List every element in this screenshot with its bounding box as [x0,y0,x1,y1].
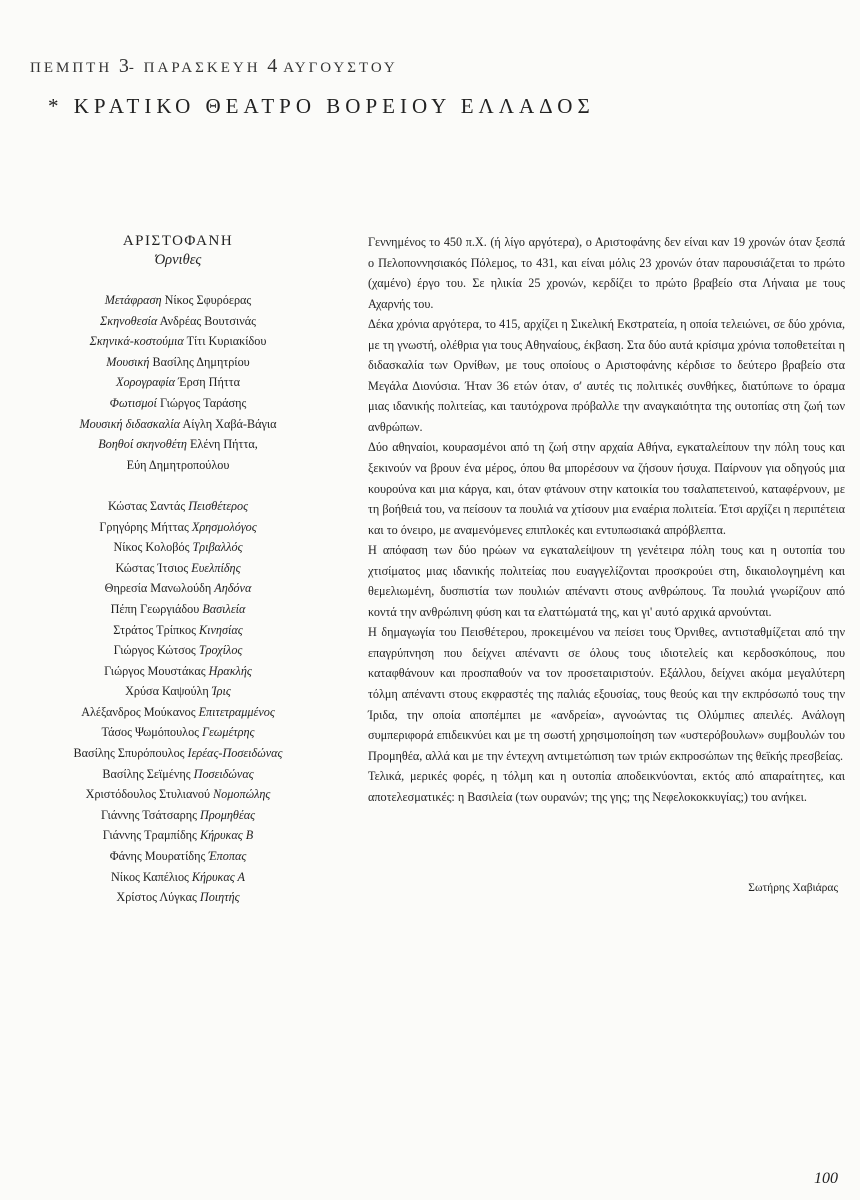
actor-name: Γιάννης Τσάτσαρης [100,807,197,822]
actor-name: Βασίλης Σπυρόπουλος [73,746,185,761]
crew-item [14,311,342,332]
character-name: Χρησμολόγος [191,519,257,534]
date-day1: ΠΕΜΠΤΗ [30,60,113,76]
character-name: Τριβαλλός [192,540,243,555]
venue-title: * ΚΡΑΤΙΚΟ ΘΕΑΤΡΟ ΒΟΡΕΙΟΥ ΕΛΛΑΔΟΣ [48,94,595,118]
character-name: Επιτετραμμένος [198,704,275,719]
crew-role: Μετάφραση [104,293,162,307]
crew-role: Μουσική [106,354,150,369]
crew-role: Μουσική διδασκαλία [79,416,181,431]
actor-name: Γιώργος Μουστάκας [104,663,206,678]
crew-name: Ανδρέας Βουτσινάς [159,313,256,328]
cast-item [14,496,342,517]
actor-name: Αλέξανδρος Μούκανος [81,704,196,719]
cast-item [14,537,342,558]
actor-name: Κώστας Ίτσιος [115,560,189,575]
performance-dates [30,55,398,78]
character-name: Νομοπώλης [213,787,271,802]
character-name: Τροχίλος [198,643,243,658]
actor-name: Φάνης Μουρατίδης [109,849,206,864]
article-paragraph: Δέκα χρόνια αργότερα, το 415, αρχίζει η Σικελική Εκστρατεία, η οποία τελειώνει, σε δύο χρόνια, με τη γνωστή, ολέθρια για τους Αθηναίους, έκβαση. Στα δύο αυτά κρίσιμα χρόνια τοποθετείται η διδασκαλία των Ορνίθων, με τους οποίους ο Αριστοφάνης κέρδισε το δεύτερο βραβείο στα Μεγάλα Διονύσια. Ήταν 36 ετών όταν, σ' αυτές τις πολιτικές συνθήκες, διατύπωνε το όραμα μιας ιδανικής πολιτείας, και ταυτόχρονα πρόβαλλε την αναγκαιότητα της ουτοπίας στη ζωή των ανθρώπων. [368,317,845,434]
play-title: Όρνιθες [154,252,202,268]
cast-item [14,722,342,743]
crew-name: Νίκος Σφυρόερας [164,293,252,307]
actor-name: Γρηγόρης Μήττας [99,519,189,534]
actor-name: Πέπη Γεωργιάδου [110,601,200,616]
character-name: Πεισθέτερος [188,498,249,513]
cast-item [14,681,342,702]
cast-item [14,805,342,826]
actor-name: Νίκος Κολοβός [113,540,190,555]
crew-item [14,290,342,311]
cast-list [14,496,342,908]
page-number: 100 [814,1170,838,1187]
crew-name: Βασίλης Δημητρίου [152,354,250,369]
actor-name: Στράτος Τρίπκος [113,622,196,637]
article-paragraph: Τελικά, μερικές φορές, η τόλμη και η ουτοπία αποδεικνύονται, εκτός από απαραίτητες, και αποτελεσματικές: η Βασιλεία (των ουρανών; της γης; της Νεφελοκοκκυγίας;) του ανήκει. [368,769,845,804]
crew-name: Τίτι Κυριακίδου [186,334,267,349]
crew-item [14,393,342,414]
crew-name: Αίγλη Χαβά-Βάγια [182,416,277,431]
crew-role: Σκηνικά-κοστούμια [89,334,184,349]
cast-item [14,764,342,785]
crew-role: Σκηνοθεσία [100,313,158,328]
character-name: Ευελπίδης [191,560,241,575]
character-name: Ίρις [211,684,231,699]
character-name: Ποσειδώνας [193,766,254,781]
crew-item [14,372,342,393]
date-number1: 3 [118,55,129,77]
actor-name: Χρύσα Καψούλη [125,684,209,699]
crew-name: Ελένη Πήττα, [189,437,258,452]
crew-name: Εύη Δημητροπούλου [126,457,230,472]
article-signature: Σωτήρης Χαβιάρας [748,882,838,894]
crew-role: Βοηθοί σκηνοθέτη [98,437,187,452]
article-paragraph: Γεννημένος το 450 π.Χ. (ή λίγο αργότερα), ο Αριστοφάνης δεν είναι καν 19 χρονών όταν ξεσπά ο Πελοποννησιακός Πόλεμος, το 431, και είναι μόλις 23 χρονών όταν παρουσιάζεται το πρώτο (χαμένο) έργο του. Σε ηλικία 25 χρονών, κερδίζει το πρώτο βραβείο στα Λήναια με τους Αχαρνής του. [368,235,845,311]
character-name: Ποιητής [199,890,240,905]
character-name: Κήρυκας Α [191,869,246,884]
crew-item [14,352,342,373]
cast-item [14,887,342,908]
cast-item [14,743,342,764]
cast-item [14,599,342,620]
credits-column [14,232,342,908]
actor-name: Γιάννης Τραμπίδης [102,828,197,843]
date-day2: - ΠΑΡΑΣΚΕΥΗ [128,60,261,76]
actor-name: Χρίστος Λύγκας [116,890,197,905]
crew-role: Φωτισμοί [109,395,157,410]
crew-item [14,331,342,352]
character-name: Βασιλεία [202,601,246,616]
crew-item [14,414,342,435]
cast-item [14,702,342,723]
crew-name: Έρση Πήττα [178,375,240,390]
actor-name: Γιώργος Κώτσος [113,643,196,658]
article-paragraph: Η δημαγωγία του Πεισθέτερου, προκειμένου να πείσει τους Όρνιθες, αντισταθμίζεται από την επαγρύπνηση που δείχνει απέναντι σε όλους τους ιδιοτελείς και κερδοσκόπους, που καταφθάνουν και προσπαθούν να τον προσεταιριστούν. Εξάλλου, δείχνει ακόμα μεγαλύτερη τόλμη απέναντι στους εκφραστές της παλιάς εξουσίας, τους θεούς και την εκπρόσωπό τους την Ίριδα, την οποία αποπέμπει με «ανδρεία», αγνοώντας τις Ολύμπιες απειλές. Ανάλογη συμπεριφορά επιδεικνύει και με τη σωστή χρησιμοποίηση των «υστερόβουλων» συμβουλών του Προμηθέα, αλλά και με την έντεχνη αντιμετώπιση των τριών εκπροσώπων της θεϊκής πρεσβείας. [368,625,845,763]
actor-name: Νίκος Καπέλιος [110,869,189,884]
crew-name: Γιώργος Ταράσης [159,395,247,410]
actor-name: Κώστας Σαντάς [107,498,186,513]
cast-item [14,578,342,599]
cast-item [14,620,342,641]
crew-item [14,455,342,476]
article-paragraph: Δύο αθηναίοι, κουρασμένοι από τη ζωή στην αρχαία Αθήνα, εγκαταλείπουν την πόλη τους και ξεκινούν να βρουν ένα μέρος, όπου θα μπορέσουν να ζήσουν ήσυχα. Παίρνουν για οδηγούς μια κουρούνα και μια κάργα, και, όταν φτάνουν στην κατοικία του τσαλαπετεινού, καταφέρνουν, με τη βοήθειά του, να πείσουν τα πουλιά να χτίσουν μια εναέρια πολιτεία. Έτσι αρχίζει η περιπέτεια και το όνειρο, με αναμενόμενες επιπλοκές και εντυπωσιακά απρόβλεπτα. [368,440,845,537]
character-name: Κινησίας [198,622,243,637]
play-author: ΑΡΙΣΤΟΦΑΝΗ [122,233,234,249]
character-name: Ιερέας-Ποσειδώνας [187,746,283,761]
character-name: Κήρυκας Β [199,828,254,843]
character-name: Έποπας [208,849,247,864]
character-name: Γεωμέτρης [202,725,255,740]
cast-item [14,825,342,846]
character-name: Αηδόνα [214,581,252,596]
date-number2: 4 [267,55,278,77]
cast-item [14,784,342,805]
article-text [368,232,845,807]
cast-item [14,846,342,867]
actor-name: Θηρεσία Μανωλούδη [104,581,212,596]
actor-name: Βασίλης Σεϊμένης [102,766,191,781]
cast-item [14,867,342,888]
crew-list [14,290,342,475]
article-paragraph: Η απόφαση των δύο ηρώων να εγκαταλείψουν τη γενέτειρα πόλη τους και η ουτοπία του χτισίματος μιας ιδανικής πολιτείας που ευαγγελίζονται προσκρούει στη, δικαιολογημένη και θεμελιωμένη, δυσπιστία των πουλιών απέναντι στους ανθρώπους. Τα πουλιά γνωρίζουν από κοντά την ανθρώπινη φύση και τα ελαττώματά της, και γι' αυτό αρχικά αρνούνται. [368,543,845,619]
actor-name: Τάσος Ψωμόπουλος [101,725,199,740]
crew-item [14,434,342,455]
cast-item [14,640,342,661]
character-name: Προμηθέας [200,807,256,822]
crew-role: Χορογραφία [116,375,176,390]
cast-item [14,558,342,579]
cast-item [14,517,342,538]
cast-item [14,661,342,682]
actor-name: Χριστόδουλος Στυλιανού [85,787,210,802]
character-name: Ηρακλής [208,663,252,678]
date-month: ΑΥΓΟΥΣΤΟΥ [283,60,398,76]
